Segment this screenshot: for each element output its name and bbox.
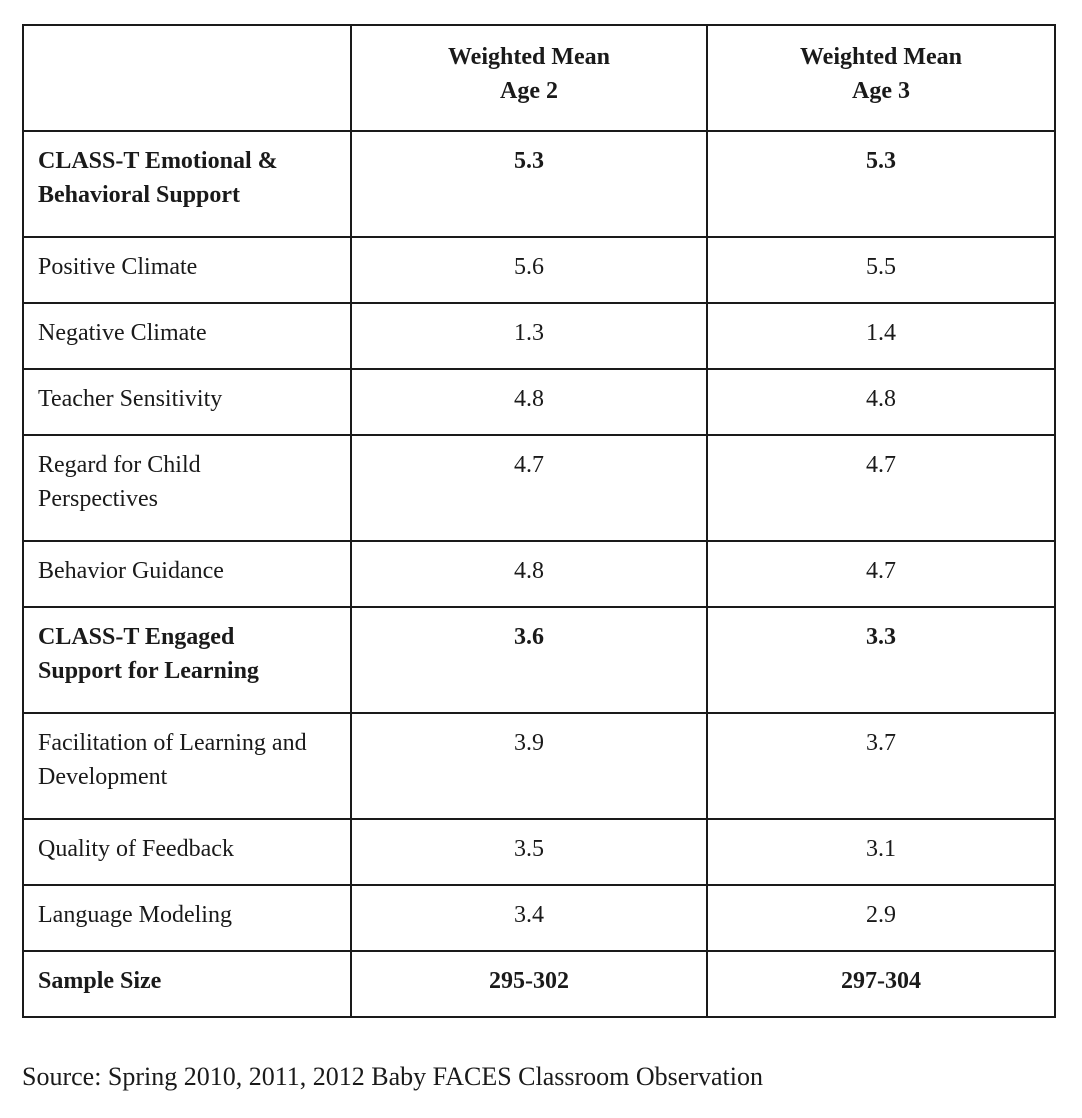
header-empty-cell — [23, 25, 351, 131]
age-2-value: 5.3 — [351, 131, 707, 237]
row-label: Language Modeling — [23, 885, 351, 951]
age-2-value: 295-302 — [351, 951, 707, 1017]
row-label — [23, 607, 351, 713]
table-row-negative-climate — [23, 303, 1055, 369]
header-age-3-line-1: Weighted Mean — [800, 44, 962, 70]
row-label-line: Perspectives — [38, 486, 158, 512]
age-2-value: 1.3 — [351, 303, 707, 369]
age-2-value: 3.5 — [351, 819, 707, 885]
row-label: Negative Climate — [23, 303, 351, 369]
table-row-teacher-sensitivity — [23, 369, 1055, 435]
age-2-value: 4.8 — [351, 541, 707, 607]
row-label: Quality of Feedback — [23, 819, 351, 885]
row-label — [23, 131, 351, 237]
age-3-value: 5.3 — [707, 131, 1055, 237]
header-age-2-line-2: Age 2 — [500, 78, 558, 104]
age-3-value: 3.7 — [707, 713, 1055, 819]
age-3-value: 5.5 — [707, 237, 1055, 303]
age-3-value: 4.7 — [707, 435, 1055, 541]
age-3-value: 3.1 — [707, 819, 1055, 885]
table-row-quality-of-feedback — [23, 819, 1055, 885]
table-row-regard-for-child-perspectives — [23, 435, 1055, 541]
row-label-line: Behavioral Support — [38, 182, 241, 208]
row-label: Behavior Guidance — [23, 541, 351, 607]
row-label-line: CLASS-T Emotional & — [38, 148, 278, 174]
row-label-line: CLASS-T Engaged — [38, 624, 235, 650]
header-age-2-line-1: Weighted Mean — [448, 44, 610, 70]
table-row-emotional-behavioral-support — [23, 131, 1055, 237]
table-row-behavior-guidance — [23, 541, 1055, 607]
row-label — [23, 713, 351, 819]
row-label: Positive Climate — [23, 237, 351, 303]
age-3-value: 4.8 — [707, 369, 1055, 435]
header-age-3-line-2: Age 3 — [852, 78, 910, 104]
age-2-value: 4.8 — [351, 369, 707, 435]
table-row-facilitation-of-learning — [23, 713, 1055, 819]
age-2-value: 5.6 — [351, 237, 707, 303]
class-t-scores-table — [22, 24, 1056, 1018]
age-3-value: 297-304 — [707, 951, 1055, 1017]
age-2-value: 4.7 — [351, 435, 707, 541]
row-label-line: Development — [38, 764, 168, 790]
header-age-3 — [707, 25, 1055, 131]
age-3-value: 1.4 — [707, 303, 1055, 369]
row-label-line: Facilitation of Learning and — [38, 730, 307, 756]
age-3-value: 4.7 — [707, 541, 1055, 607]
row-label-line: Support for Learning — [38, 658, 259, 684]
source-note: Source: Spring 2010, 2011, 2012 Baby FACES Classroom Observation — [22, 1062, 763, 1091]
table-row-language-modeling — [23, 885, 1055, 951]
age-3-value: 2.9 — [707, 885, 1055, 951]
table-row-positive-climate — [23, 237, 1055, 303]
table-row-sample-size — [23, 951, 1055, 1017]
age-2-value: 3.9 — [351, 713, 707, 819]
row-label — [23, 435, 351, 541]
age-2-value: 3.4 — [351, 885, 707, 951]
header-age-2 — [351, 25, 707, 131]
table-row-engaged-support-for-learning — [23, 607, 1055, 713]
table-header-row — [23, 25, 1055, 131]
row-label: Teacher Sensitivity — [23, 369, 351, 435]
age-2-value: 3.6 — [351, 607, 707, 713]
row-label-line: Regard for Child — [38, 452, 201, 478]
row-label: Sample Size — [23, 951, 351, 1017]
age-3-value: 3.3 — [707, 607, 1055, 713]
